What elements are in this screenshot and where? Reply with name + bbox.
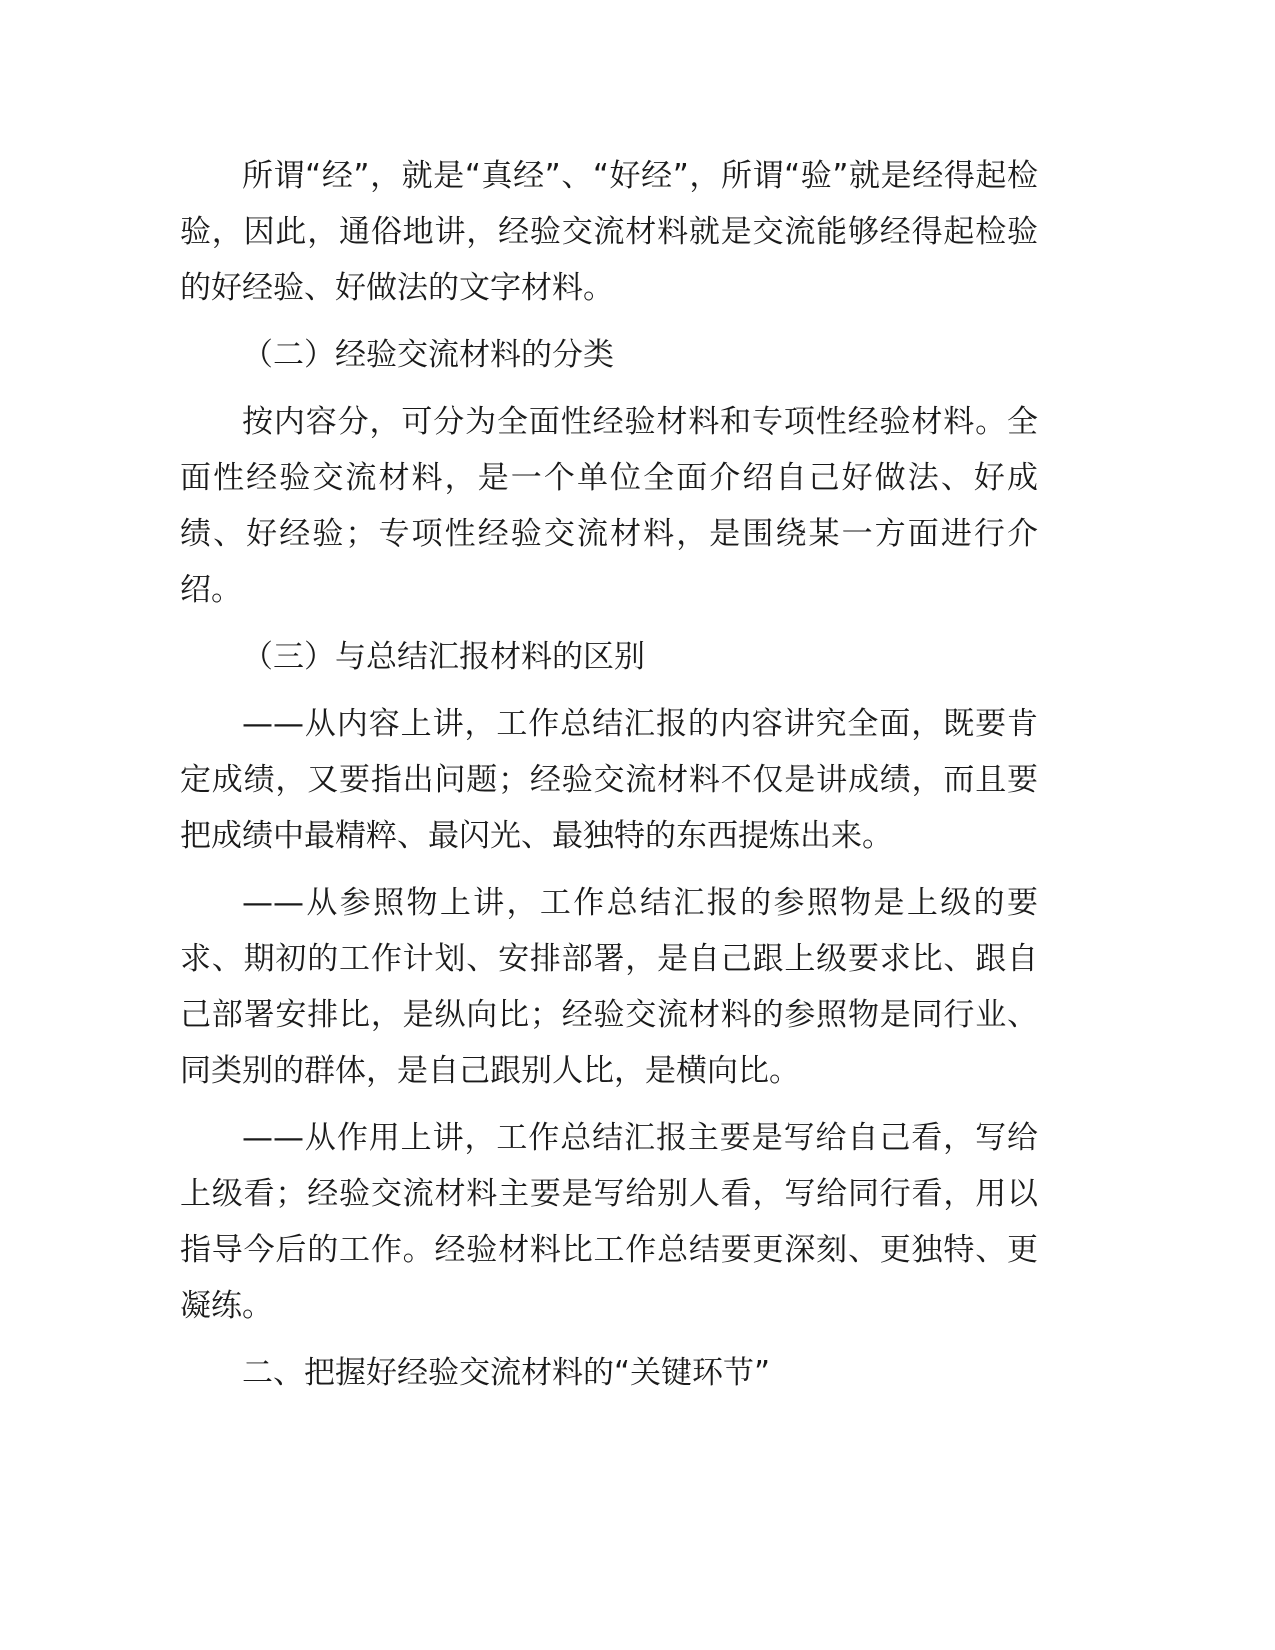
section-heading-classification: （二）经验交流材料的分类 <box>242 337 614 373</box>
paragraph-definition: 所谓“经”，就是“真经”、“好经”，所谓“验”就是经得起检验，因此，通俗地讲，经验交流材料就是交流能够经得起检验的好经验、好做法的文字材料。 <box>180 158 1038 306</box>
paragraph-reference-difference: ——从参照物上讲，工作总结汇报的参照物是上级的要求、期初的工作计划、安排部署，是自己跟上级要求比、跟自己部署安排比，是纵向比；经验交流材料的参照物是同行业、同类别的群体，是自己跟别人比，是横向比。 <box>180 885 1038 1089</box>
paragraph-classification: 按内容分，可分为全面性经验材料和专项性经验材料。全面性经验交流材料，是一个单位全面介绍自己好做法、好成绩、好经验；专项性经验交流材料，是围绕某一方面进行介绍。 <box>180 404 1038 608</box>
document-body <box>180 148 1038 1412</box>
section-heading-key-links: 二、把握好经验交流材料的“关键环节” <box>242 1355 771 1391</box>
paragraph-content-difference: ——从内容上讲，工作总结汇报的内容讲究全面，既要肯定成绩，又要指出问题；经验交流材料不仅是讲成绩，而且要把成绩中最精粹、最闪光、最独特的东西提炼出来。 <box>180 706 1038 854</box>
paragraph-purpose-difference: ——从作用上讲，工作总结汇报主要是写给自己看，写给上级看；经验交流材料主要是写给别人看，写给同行看，用以指导今后的工作。经验材料比工作总结要更深刻、更独特、更凝练。 <box>180 1120 1038 1324</box>
section-heading-difference: （三）与总结汇报材料的区别 <box>242 639 645 675</box>
